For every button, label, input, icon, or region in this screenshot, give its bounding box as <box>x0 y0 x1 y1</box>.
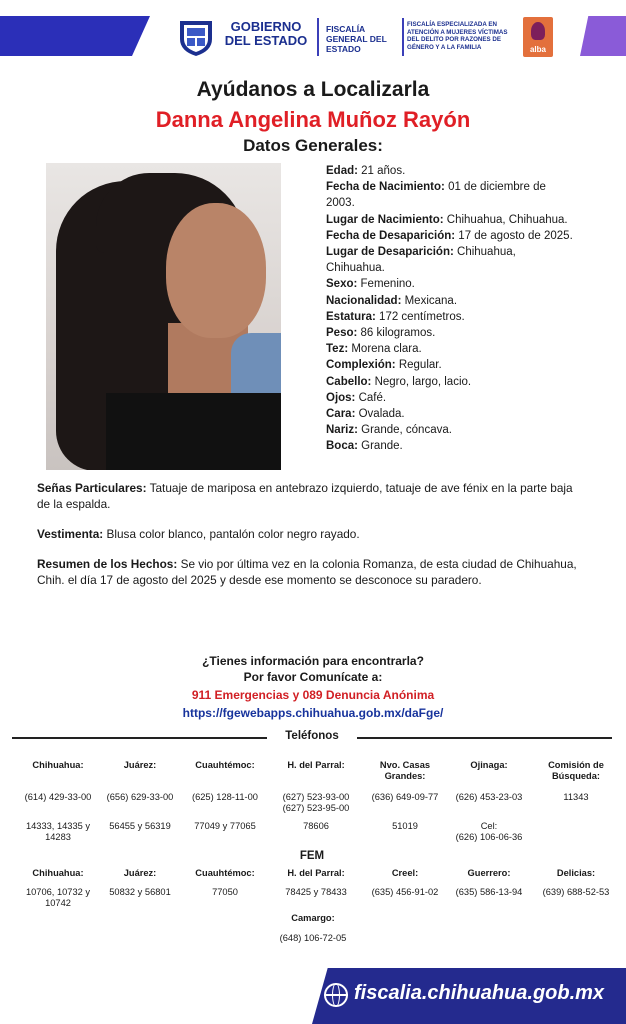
detail-row <box>326 406 576 422</box>
detail-label: Boca: <box>326 440 358 453</box>
phone-cell: Cel: (626) 106-06-36 <box>455 821 523 842</box>
detail-value: 172 centímetros. <box>375 310 465 323</box>
page-title: Ayúdanos a Localizarla <box>196 78 430 101</box>
camargo-phone: (648) 106-72-05 <box>279 933 347 943</box>
phone-cell: 56455 y 56319 <box>109 821 171 831</box>
vestimenta-label: Vestimenta: <box>37 527 104 541</box>
detail-row <box>326 276 576 292</box>
detail-value: 17 de agosto de 2025. <box>455 229 573 242</box>
detail-row <box>326 179 576 211</box>
vestimenta <box>37 526 587 542</box>
footer-website[interactable]: fiscalia.chihuahua.gob.mx <box>354 982 605 1004</box>
detail-value: Negro, largo, lacio. <box>371 375 472 388</box>
phone-column-header: H. del Parral: <box>287 868 345 878</box>
photo-face <box>166 203 266 338</box>
detail-value: Café. <box>355 391 387 404</box>
detail-label: Cara: <box>326 408 356 421</box>
phone-column-header: Chihuahua: <box>32 868 84 878</box>
phone-cell: 50832 y 56801 <box>109 887 171 897</box>
cta-emergency-numbers: 911 Emergencias y 089 Denuncia Anónima <box>191 688 435 702</box>
cta-url-link[interactable]: https://fgewebapps.chihuahua.gob.mx/daFge/ <box>182 706 444 720</box>
phone-cell: 10706, 10732 y 10742 <box>25 887 91 908</box>
state-shield-icon <box>178 17 214 57</box>
detail-value: 21 años. <box>357 165 406 177</box>
phone-cell: 14333, 14335 y 14283 <box>25 821 91 842</box>
phone-cell: (636) 649-09-77 <box>371 792 439 802</box>
detail-value: Grande, cóncava. <box>357 424 452 437</box>
gobierno-logo-text: GOBIERNO DEL ESTADO <box>224 19 308 48</box>
detail-value: Femenino. <box>357 278 415 291</box>
phone-column-header: Juárez: <box>123 868 157 878</box>
detail-label: Sexo: <box>326 278 358 291</box>
detail-value: Ovalada. <box>355 408 405 421</box>
header-left-band <box>0 16 150 56</box>
detail-label: Cabello: <box>326 375 372 388</box>
phone-column-header: Creel: <box>391 868 419 878</box>
senas-label: Señas Particulares: <box>37 481 147 495</box>
phone-cell: (627) 523-93-00 (627) 523-95-00 <box>282 792 350 813</box>
alba-logo-text: alba <box>529 45 546 54</box>
phone-cell: (656) 629-33-00 <box>106 792 174 802</box>
cta-question: ¿Tienes información para encontrarla? <box>202 654 424 668</box>
fiscalia-logo-text: FISCALÍA GENERAL DEL ESTADO <box>326 24 387 54</box>
phone-cell: (625) 128-11-00 <box>192 792 258 802</box>
missing-person-name: Danna Angelina Muñoz Rayón <box>155 107 471 132</box>
phone-cell: (639) 688-52-53 <box>542 887 610 897</box>
detail-value: Grande. <box>357 440 403 453</box>
header-divider <box>402 18 404 56</box>
telefonos-heading: Teléfonos <box>285 730 339 742</box>
resumen-hechos <box>37 556 587 588</box>
detail-label: Nariz: <box>326 424 358 437</box>
phone-cell: (635) 586-13-94 <box>455 887 523 897</box>
detail-row <box>326 390 576 406</box>
phone-cell: 11343 <box>563 792 589 802</box>
header-right-band <box>580 16 626 56</box>
detail-row <box>326 357 576 373</box>
phone-cell: 77049 y 77065 <box>194 821 256 831</box>
phone-column-header: H. del Parral: <box>287 760 345 770</box>
detail-label: Nacionalidad: <box>326 294 402 307</box>
detail-row <box>326 163 576 179</box>
phone-column-header: Cuauhtémoc: <box>195 760 255 770</box>
phone-column-header: Comisión de Búsqueda: <box>548 760 604 781</box>
fiscalia-especializada-text: FISCALÍA ESPECIALIZADA EN ATENCIÓN A MUJERES VÍCTIMAS DEL DELITO POR RAZONES DE GÉNERO Y A LA FAMILIA <box>407 21 508 51</box>
alba-logo <box>523 17 553 57</box>
phone-column-header: Nvo. Casas Grandes: <box>379 760 431 781</box>
detail-value: Chihuahua, Chihuahua. <box>443 213 568 226</box>
detail-row <box>326 325 576 341</box>
phone-cell: (626) 453-23-03 <box>455 792 523 802</box>
senas-particulares <box>37 480 587 512</box>
camargo-label: Camargo: <box>291 913 335 923</box>
vestimenta-value: Blusa color blanco, pantalón color negro rayado. <box>103 527 360 541</box>
detail-row <box>326 341 576 357</box>
phone-cell: (635) 456-91-02 <box>371 887 439 897</box>
resumen-label: Resumen de los Hechos: <box>37 557 178 571</box>
detail-label: Estatura: <box>326 310 376 323</box>
cta-call: Por favor Comunícate a: <box>243 670 383 684</box>
phone-column-header: Juárez: <box>123 760 157 770</box>
detail-label: Ojos: <box>326 391 356 404</box>
detail-label: Edad: <box>326 165 358 177</box>
alba-figure-icon <box>531 22 545 40</box>
photo-top <box>106 393 281 470</box>
header-divider <box>317 18 319 56</box>
detail-label: Complexión: <box>326 359 396 372</box>
detail-value: 01 de diciembre de 2003. <box>326 181 546 210</box>
detail-row <box>326 228 576 244</box>
datos-generales-heading: Datos Generales: <box>243 136 383 155</box>
detail-label: Peso: <box>326 327 358 340</box>
senas-value: Tatuaje de mariposa en antebrazo izquierdo, tatuaje de ave fénix en la parte baja de la espalda. <box>37 481 573 511</box>
phone-column-header: Chihuahua: <box>32 760 84 770</box>
missing-person-photo <box>46 163 281 470</box>
detail-row <box>326 244 576 276</box>
resumen-value: Se vio por última vez en la colonia Romanza, de esta ciudad de Chihuahua, Chih. el día 17 de agosto del 2025 y desde ese momento se desconoce su paradero. <box>37 557 577 587</box>
phone-column-header: Delicias: <box>556 868 596 878</box>
phone-column-header: Ojinaga: <box>470 760 508 770</box>
detail-label: Fecha de Desaparición: <box>326 229 456 242</box>
detail-label: Lugar de Nacimiento: <box>326 213 444 226</box>
detail-value: Mexicana. <box>401 294 458 307</box>
phone-cell: (614) 429-33-00 <box>24 792 92 802</box>
detail-value: Chihuahua, Chihuahua. <box>326 246 516 275</box>
detail-value: Regular. <box>395 359 442 372</box>
phone-cell: 78425 y 78433 <box>285 887 347 897</box>
telefonos-section-header <box>12 730 612 744</box>
detail-value: 86 kilogramos. <box>357 327 436 340</box>
detail-value: Morena clara. <box>348 343 422 356</box>
divider-line <box>357 737 612 739</box>
detail-row <box>326 212 576 228</box>
phone-cell: 51019 <box>392 821 418 831</box>
general-details-list <box>326 163 576 455</box>
globe-icon <box>324 983 348 1007</box>
phone-cell: 77050 <box>212 887 238 897</box>
detail-row <box>326 293 576 309</box>
detail-label: Tez: <box>326 343 349 356</box>
phone-column-header: Cuauhtémoc: <box>195 868 255 878</box>
detail-row <box>326 374 576 390</box>
fem-heading: FEM <box>299 850 325 862</box>
detail-row <box>326 309 576 325</box>
detail-row <box>326 438 576 454</box>
detail-label: Fecha de Nacimiento: <box>326 181 445 194</box>
phone-cell: 78606 <box>303 821 329 831</box>
fem-section-header <box>12 850 612 864</box>
header <box>0 0 626 66</box>
phone-column-header: Guerrero: <box>467 868 511 878</box>
detail-label: Lugar de Desaparición: <box>326 246 454 259</box>
detail-row <box>326 422 576 438</box>
